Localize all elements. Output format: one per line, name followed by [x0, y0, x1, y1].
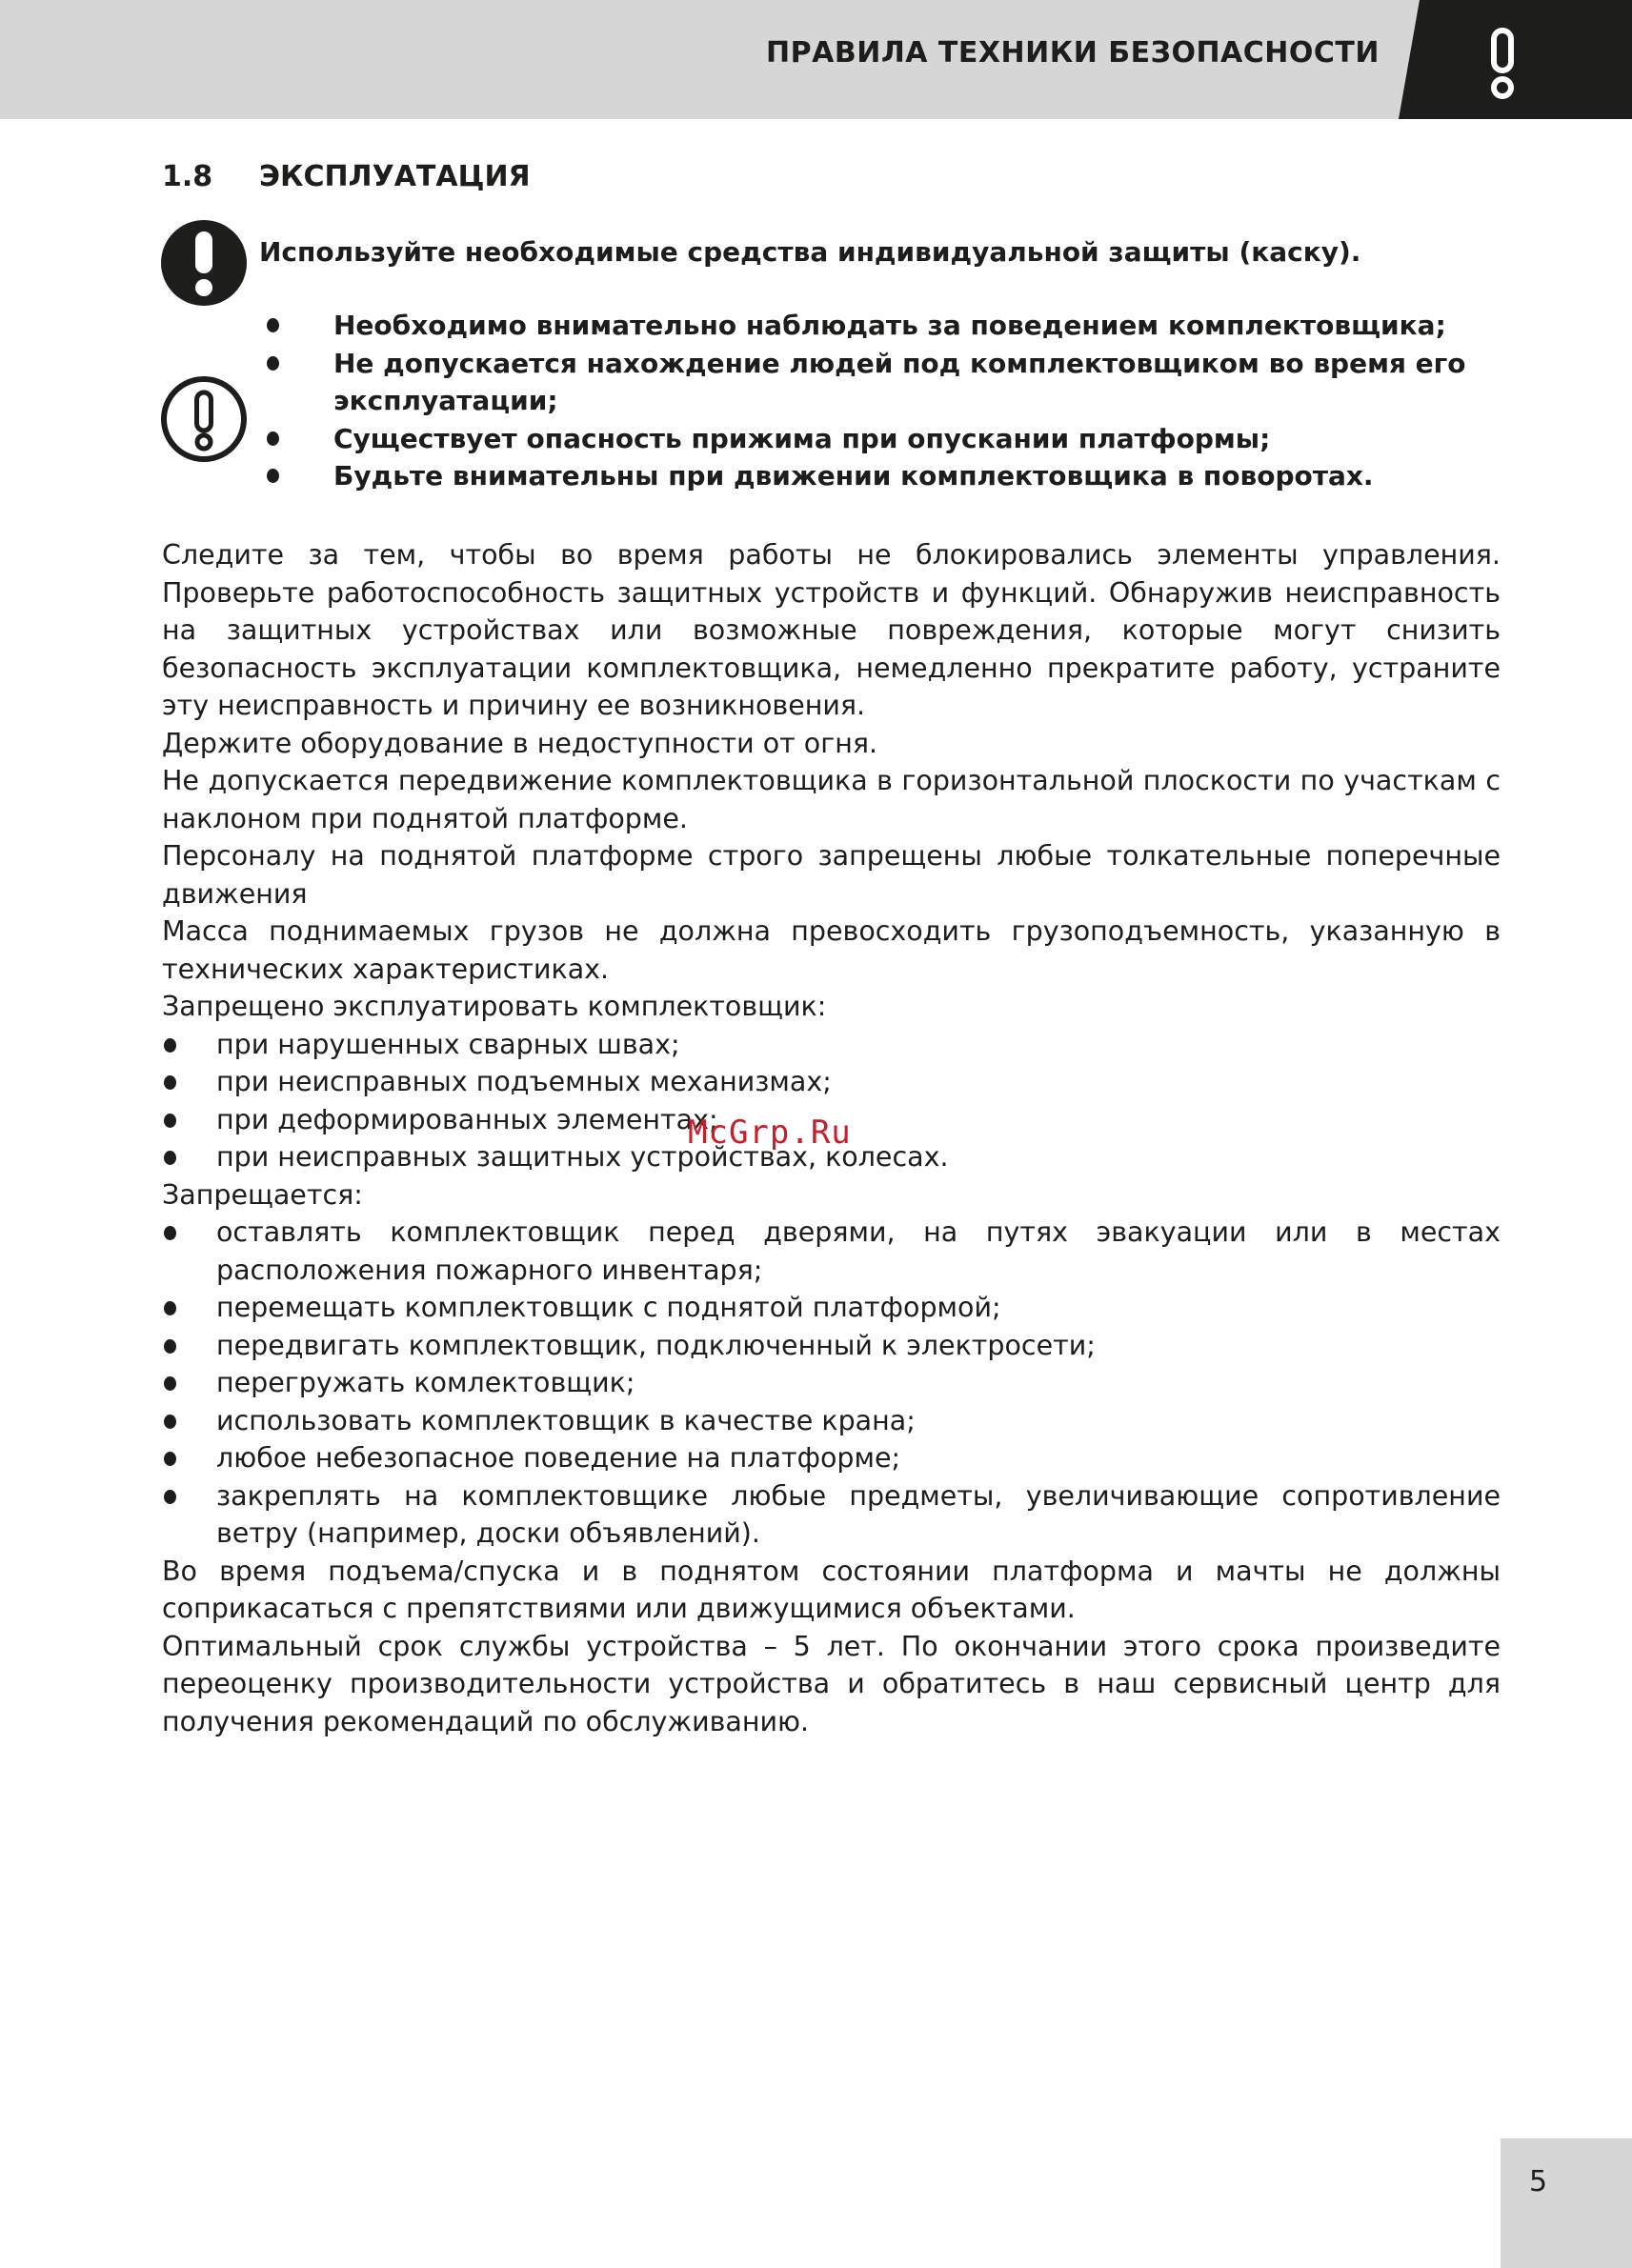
section-heading	[162, 160, 531, 193]
prohibited-list	[162, 1214, 1501, 1553]
paragraph: Запрещено эксплуатировать комплектовщик:	[162, 991, 827, 1022]
paragraph: Персоналу на поднятой платформе строго запрещены любые толкательные поперечные движения	[162, 840, 1501, 910]
list-item: закреплять на комплектовщике любые предметы, увеличивающие сопротивление ветру (например, доски объявлений).	[162, 1477, 1501, 1553]
list-item: передвигать комплектовщик, подключенный к электросети;	[162, 1327, 1501, 1365]
paragraph: Не допускается передвижение комплектовщика в горизонтальной плоскости по участкам с наклоном при поднятой платформе.	[162, 765, 1501, 834]
bullet-icon	[164, 1490, 176, 1504]
bullet-icon	[267, 432, 279, 446]
section-number: 1.8	[162, 160, 213, 193]
warning-item: Необходимо внимательно наблюдать за поведением комплектовщика;	[267, 307, 1505, 345]
bullet-icon	[164, 1038, 176, 1053]
bullet-icon	[164, 1114, 176, 1128]
warning-item: Будьте внимательны при движении комплектовщика в поворотах.	[267, 457, 1505, 495]
bullet-icon	[164, 1226, 176, 1240]
paragraph: Во время подъема/спуска и в поднятом состоянии платформа и мачты не должны соприкасаться с препятствиями или движущимися объектами.	[162, 1555, 1501, 1624]
page-number-box	[1501, 2138, 1632, 2268]
page-number: 5	[1529, 2165, 1548, 2198]
exclamation-icon	[1399, 0, 1632, 119]
ppe-note: Используйте необходимые средства индивидуальной защиты (каску).	[259, 236, 1361, 268]
warning-outline-icon	[160, 375, 248, 463]
bullet-icon	[267, 356, 279, 371]
list-item: при неисправных защитных устройствах, колесах.	[162, 1138, 1501, 1176]
header-title: ПРАВИЛА ТЕХНИКИ БЕЗОПАСНОСТИ	[766, 36, 1380, 70]
paragraph: Держите оборудование в недоступности от огня.	[162, 727, 878, 759]
list-item: при нарушенных сварных швах;	[162, 1026, 1501, 1064]
list-item: оставлять комплектовщик перед дверями, на путях эвакуации или в местах расположения пожарного инвентаря;	[162, 1214, 1501, 1289]
forbidden-operation-list	[162, 1026, 1501, 1176]
list-item: перегружать комлектовщик;	[162, 1364, 1501, 1402]
bullet-icon	[164, 1075, 176, 1090]
bullet-icon	[267, 469, 279, 483]
bullet-icon	[164, 1452, 176, 1466]
section-title: ЭКСПЛУАТАЦИЯ	[259, 160, 531, 193]
bullet-icon	[164, 1376, 176, 1391]
watermark: McGrp.Ru	[688, 1114, 852, 1152]
warning-list	[267, 307, 1505, 495]
bullet-icon	[164, 1301, 176, 1315]
list-item: использовать комплектовщик в качестве крана;	[162, 1402, 1501, 1440]
list-item: при деформированных элементах;	[162, 1101, 1501, 1139]
warning-item: Существует опасность прижима при опускании платформы;	[267, 420, 1505, 458]
paragraph: Следите за тем, чтобы во время работы не блокировались элементы управления. Проверьте работоспособность защитных устройств и функций. Обнаружив неисправность на защитных устройствах или возможные повреждения, которые могут снизить безопасность эксплуатации комплектовщика, немедленно прекратите работу, устраните эту неисправность и причину ее возникновения.	[162, 539, 1501, 721]
warning-solid-icon	[160, 219, 248, 307]
warning-item: Не допускается нахождение людей под комплектовщиком во время его эксплуатации;	[267, 345, 1505, 420]
bullet-icon	[164, 1151, 176, 1165]
list-item: любое небезопасное поведение на платформе;	[162, 1439, 1501, 1477]
bullet-icon	[267, 318, 279, 332]
paragraph: Оптимальный срок службы устройства – 5 лет. По окончании этого срока произведите переоценку производительности устройства и обратитесь в наш сервисный центр для получения рекомендаций по обслуживанию.	[162, 1630, 1501, 1737]
paragraph: Запрещается:	[162, 1178, 363, 1211]
list-item: перемещать комплектовщик с поднятой платформой;	[162, 1289, 1501, 1327]
paragraph: Масса поднимаемых грузов не должна превосходить грузоподъемность, указанную в технических характеристиках.	[162, 915, 1501, 985]
bullet-icon	[164, 1339, 176, 1354]
bullet-icon	[164, 1415, 176, 1429]
list-item: при неисправных подъемных механизмах;	[162, 1063, 1501, 1101]
